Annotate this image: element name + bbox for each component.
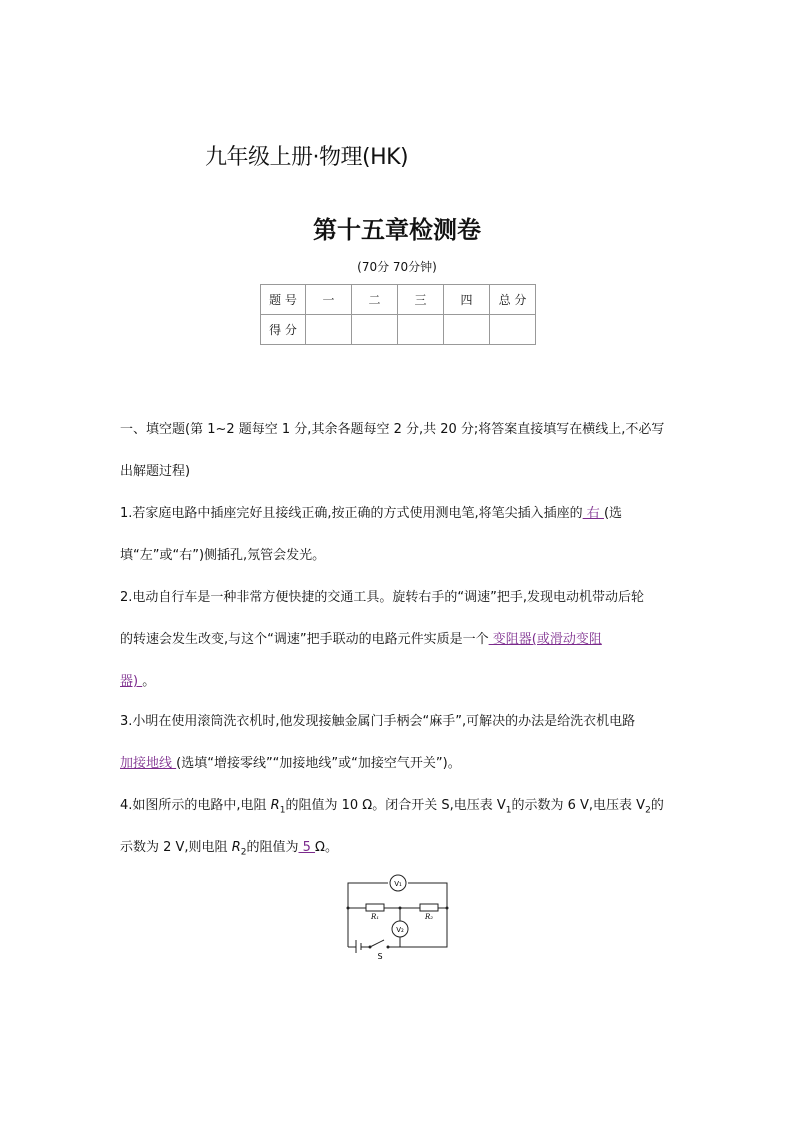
question-1: 1.若家庭电路中插座完好且接线正确,按正确的方式使用测电笔,将笔尖插入插座的 右 (选 [120,506,623,521]
table-cell: 得 分 [261,315,306,345]
table-row [261,285,536,315]
table-cell [398,315,444,345]
circuit-diagram [340,873,452,963]
score-table [260,284,536,345]
question-2-cont: 的转速会发生改变,与这个“调速”把手联动的电路元件实质是一个 变阻器(或滑动变阻 [120,632,602,647]
question-2: 2.电动自行车是一种非常方便快捷的交通工具。旋转右手的“调速”把手,发现电动机带动后轮 [120,590,645,605]
section-heading-cont: 出解题过程) [120,464,191,479]
answer: 变阻器(或滑动变阻 [488,632,602,647]
table-cell [490,315,536,345]
answer: 加接地线 [120,756,177,771]
question-4-cont: 示数为 2 V,则电阻 $R_2$的阻值为 5 Ω。 [120,840,338,858]
voltmeter-v2-label: V₂ [396,926,404,934]
table-cell: 二 [352,285,398,315]
table-cell: 题 号 [261,285,306,315]
exam-info: (70分 70分钟) [357,260,437,274]
page-title: 第十五章检测卷 [313,216,481,244]
resistor-r2-label: R₂ [424,913,434,921]
answer: 器) [120,674,143,689]
question-2-end: 器) 。 [120,674,156,689]
question-1-cont: 填“左”或“右”)侧插孔,氖管会发光。 [120,548,326,563]
answer: 右 [582,506,604,521]
table-cell: 四 [444,285,490,315]
answer: 5 [298,840,316,855]
switch-label: S [377,952,383,961]
question-3: 3.小明在使用滚筒洗衣机时,他发现接触金属门手柄会“麻手”,可解决的办法是给洗衣机电路 [120,714,636,729]
section-heading: 一、填空题(第 1~2 题每空 1 分,其余各题每空 2 分,共 20 分;将答案直接填写在横线上,不必写 [120,422,665,437]
table-cell: 一 [306,285,352,315]
resistor-r1-label: R₁ [370,913,380,921]
table-cell [306,315,352,345]
question-4: 4.如图所示的电路中,电阻 $R_1$的阻值为 10 Ω。闭合开关 S,电压表 $V_1$的示数为 6 V,电压表 $V_2$的 [120,798,664,816]
question-3-cont: 加接地线 (选填“增接零线”“加接地线”或“加接空气开关”)。 [120,756,461,771]
table-cell [444,315,490,345]
table-cell: 总 分 [490,285,536,315]
table-row [261,315,536,345]
table-cell: 三 [398,285,444,315]
voltmeter-v1-label: V₁ [394,880,402,888]
course-title: 九年级上册·物理(HK) [205,145,409,170]
table-cell [352,315,398,345]
